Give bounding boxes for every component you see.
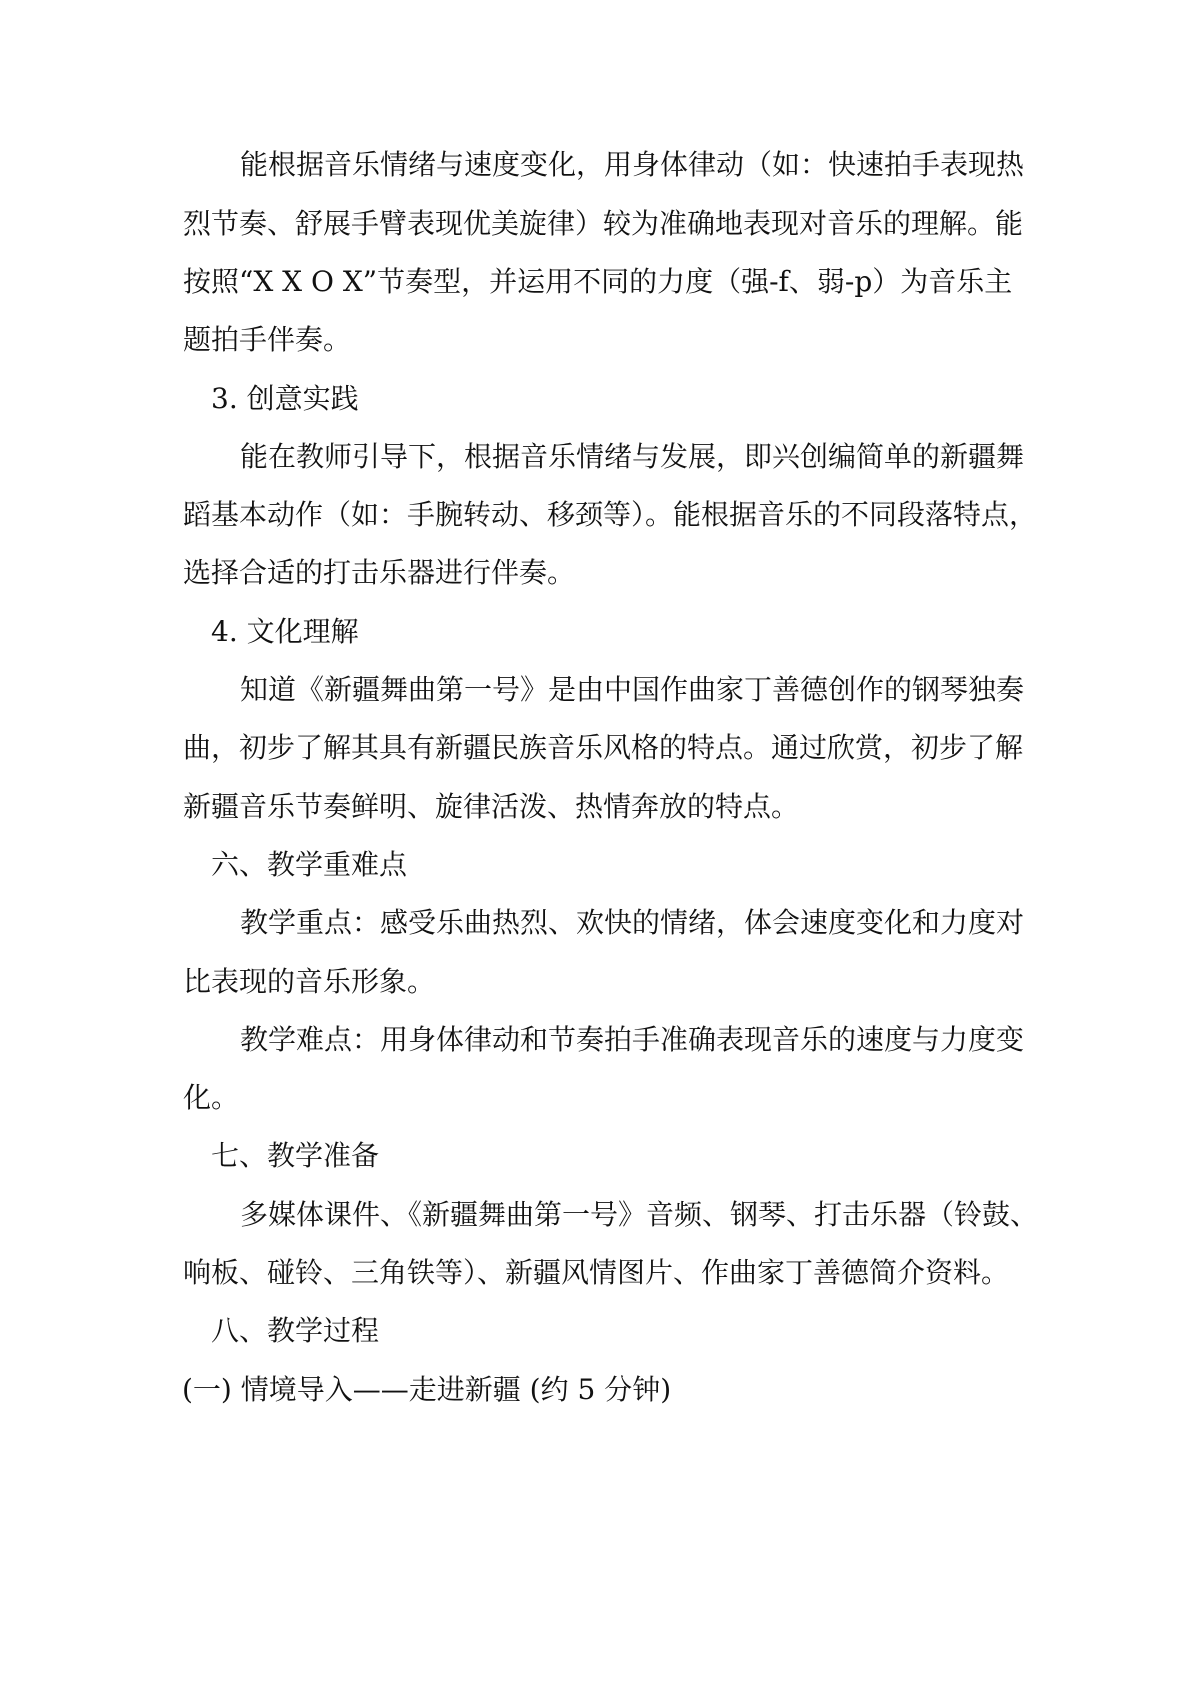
section-heading: 4. 文化理解	[211, 615, 359, 648]
paragraph-line: 按照“X X O X”节奏型，并运用不同的力度（强-f、弱-p）为音乐主	[183, 265, 1013, 298]
paragraph-line: 多媒体课件、《新疆舞曲第一号》音频、钢琴、打击乐器（铃鼓、	[240, 1198, 1039, 1231]
section-heading: 六、教学重难点	[211, 848, 408, 881]
paragraph-line: 教学重点：感受乐曲热烈、欢快的情绪，体会速度变化和力度对	[240, 906, 1025, 939]
section-heading: 七、教学准备	[211, 1139, 380, 1172]
paragraph-line: 新疆音乐节奏鲜明、旋律活泼、热情奔放的特点。	[183, 790, 800, 823]
paragraph-line: 选择合适的打击乐器进行伴奏。	[183, 556, 576, 589]
paragraph-line: 化。	[183, 1081, 240, 1114]
paragraph-line: 蹈基本动作（如：手腕转动、移颈等）。能根据音乐的不同段落特点，	[183, 498, 1038, 531]
paragraph-line: 比表现的音乐形象。	[183, 965, 436, 998]
paragraph-line: 教学难点：用身体律动和节奏拍手准确表现音乐的速度与力度变	[240, 1023, 1025, 1056]
paragraph-line: 题拍手伴奏。	[183, 323, 352, 356]
subsection-heading: (一) 情境导入——走进新疆 (约 5 分钟)	[182, 1373, 672, 1406]
paragraph-line: 响板、碰铃、三角铁等）、新疆风情图片、作曲家丁善德简介资料。	[183, 1256, 1010, 1289]
paragraph-line: 曲，初步了解其具有新疆民族音乐风格的特点。通过欣赏，初步了解	[183, 731, 1024, 764]
paragraph-line: 能根据音乐情绪与速度变化，用身体律动（如：快速拍手表现热	[240, 148, 1025, 181]
paragraph-line: 烈节奏、舒展手臂表现优美旋律）较为准确地表现对音乐的理解。能	[183, 207, 1024, 240]
section-heading: 八、教学过程	[211, 1314, 380, 1347]
paragraph-line: 能在教师引导下，根据音乐情绪与发展，即兴创编简单的新疆舞	[240, 440, 1025, 473]
section-heading: 3. 创意实践	[211, 382, 359, 415]
paragraph-line: 知道《新疆舞曲第一号》是由中国作曲家丁善德创作的钢琴独奏	[240, 673, 1025, 706]
